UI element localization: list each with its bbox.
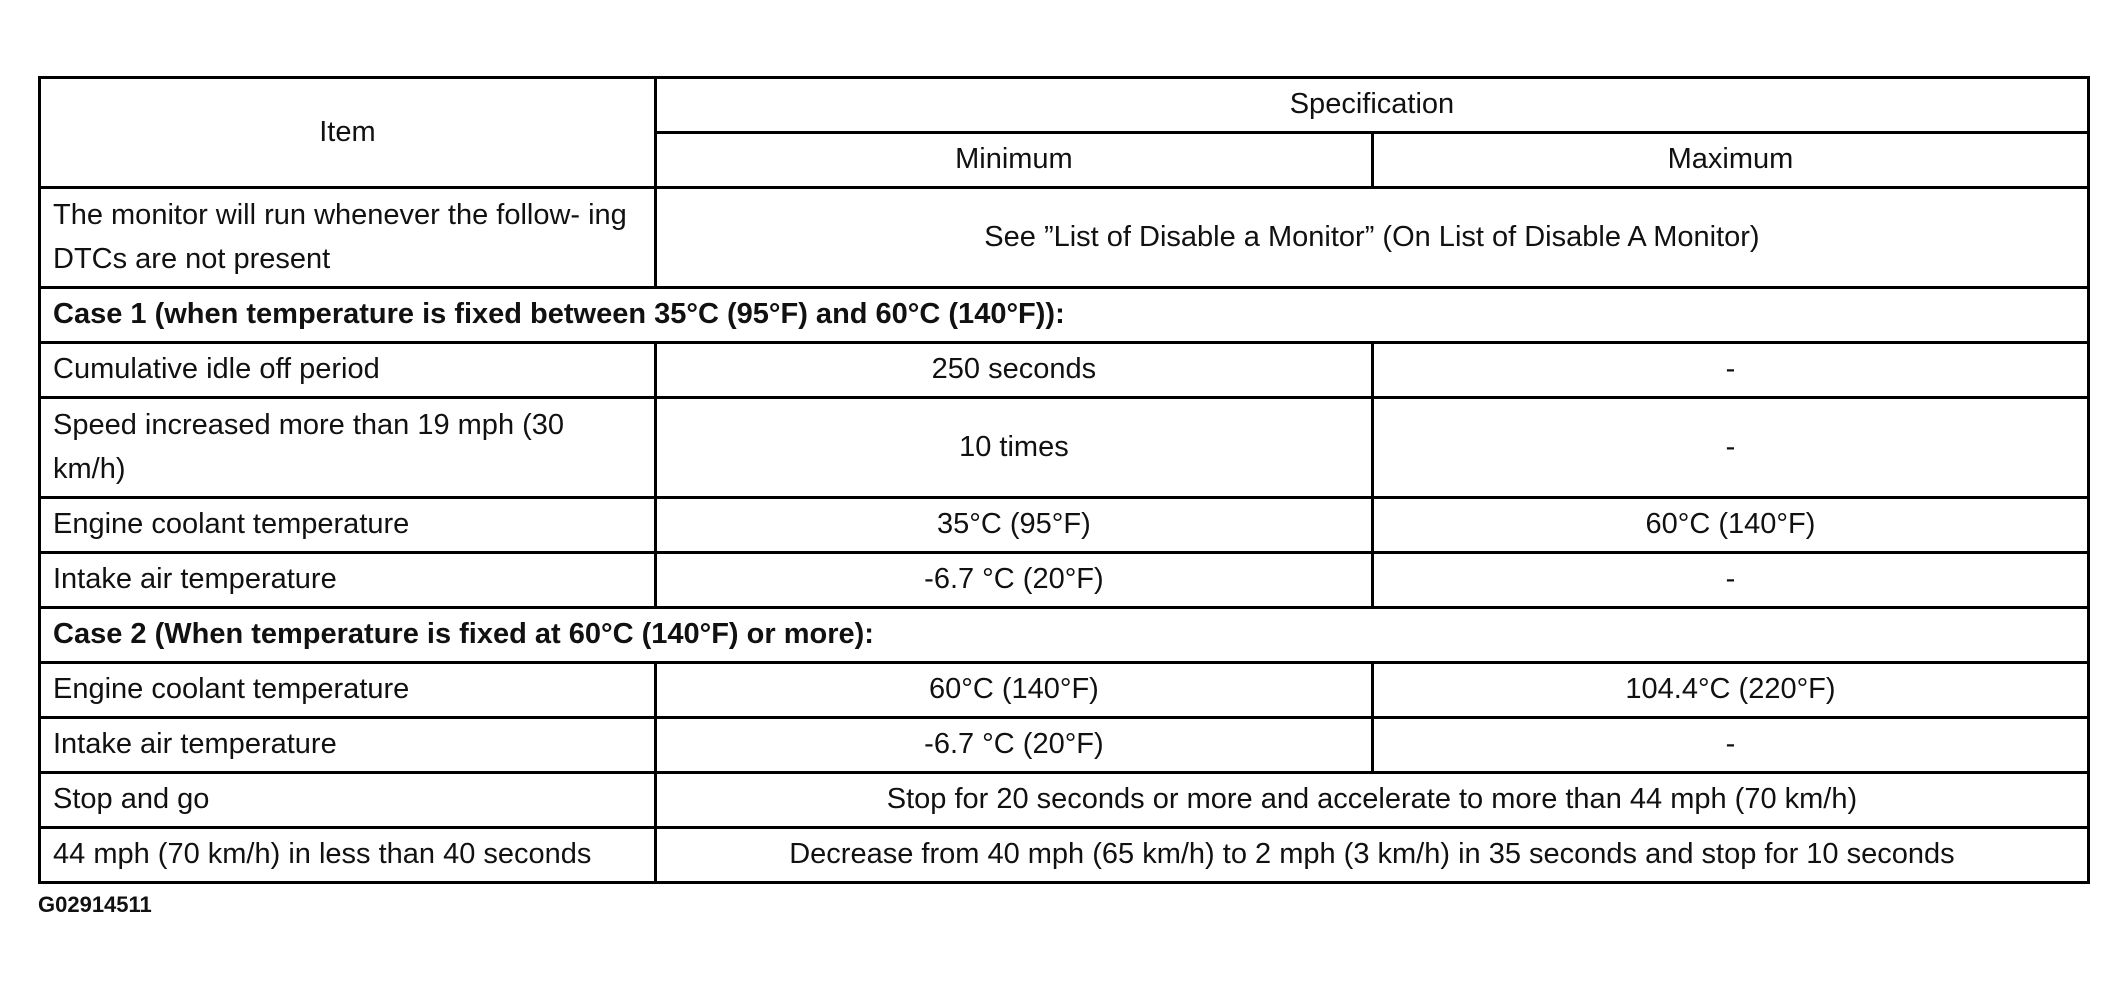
table-row (40, 773, 2089, 828)
header-item: Item (40, 78, 656, 188)
table-row (40, 498, 2089, 553)
row-item: Speed increased more than 19 mph (30 km/h) (40, 398, 656, 498)
monitor-condition-spec: See ”List of Disable a Monitor” (On List of Disable A Monitor) (655, 188, 2088, 288)
row-minimum: 250 seconds (655, 343, 1372, 398)
row-item: Cumulative idle off period (40, 343, 656, 398)
table-row (40, 553, 2089, 608)
header-minimum: Minimum (655, 133, 1372, 188)
case-1-title: Case 1 (when temperature is fixed between 35°C (95°F) and 60°C (140°F)): (40, 288, 2089, 343)
row-specification: Decrease from 40 mph (65 km/h) to 2 mph (3 km/h) in 35 seconds and stop for 10 seconds (655, 828, 2088, 883)
row-maximum: - (1372, 553, 2088, 608)
row-item: Engine coolant temperature (40, 498, 656, 553)
table-row (40, 398, 2089, 498)
table-row (40, 828, 2089, 883)
case-2-title: Case 2 (When temperature is fixed at 60°C (140°F) or more): (40, 608, 2089, 663)
row-minimum: -6.7 °C (20°F) (655, 718, 1372, 773)
case-1-header-row (40, 288, 2089, 343)
monitor-condition-item: The monitor will run whenever the follow- ing DTCs are not present (40, 188, 656, 288)
row-item: Intake air temperature (40, 553, 656, 608)
row-item: Intake air temperature (40, 718, 656, 773)
case-2-header-row (40, 608, 2089, 663)
row-maximum: 60°C (140°F) (1372, 498, 2088, 553)
row-maximum: - (1372, 718, 2088, 773)
table-row (40, 188, 2089, 288)
specification-table (38, 76, 2090, 884)
row-item: Stop and go (40, 773, 656, 828)
table-row (40, 718, 2089, 773)
figure-id-label: G02914511 (38, 892, 152, 917)
row-minimum: 10 times (655, 398, 1372, 498)
header-maximum: Maximum (1372, 133, 2088, 188)
row-item: 44 mph (70 km/h) in less than 40 seconds (40, 828, 656, 883)
row-maximum: - (1372, 398, 2088, 498)
row-minimum: 60°C (140°F) (655, 663, 1372, 718)
table-header-row (40, 78, 2089, 133)
table-row (40, 663, 2089, 718)
header-specification: Specification (655, 78, 2088, 133)
row-item: Engine coolant temperature (40, 663, 656, 718)
row-maximum: 104.4°C (220°F) (1372, 663, 2088, 718)
row-specification: Stop for 20 seconds or more and accelerate to more than 44 mph (70 km/h) (655, 773, 2088, 828)
row-minimum: -6.7 °C (20°F) (655, 553, 1372, 608)
row-maximum: - (1372, 343, 2088, 398)
row-minimum: 35°C (95°F) (655, 498, 1372, 553)
table-row (40, 343, 2089, 398)
